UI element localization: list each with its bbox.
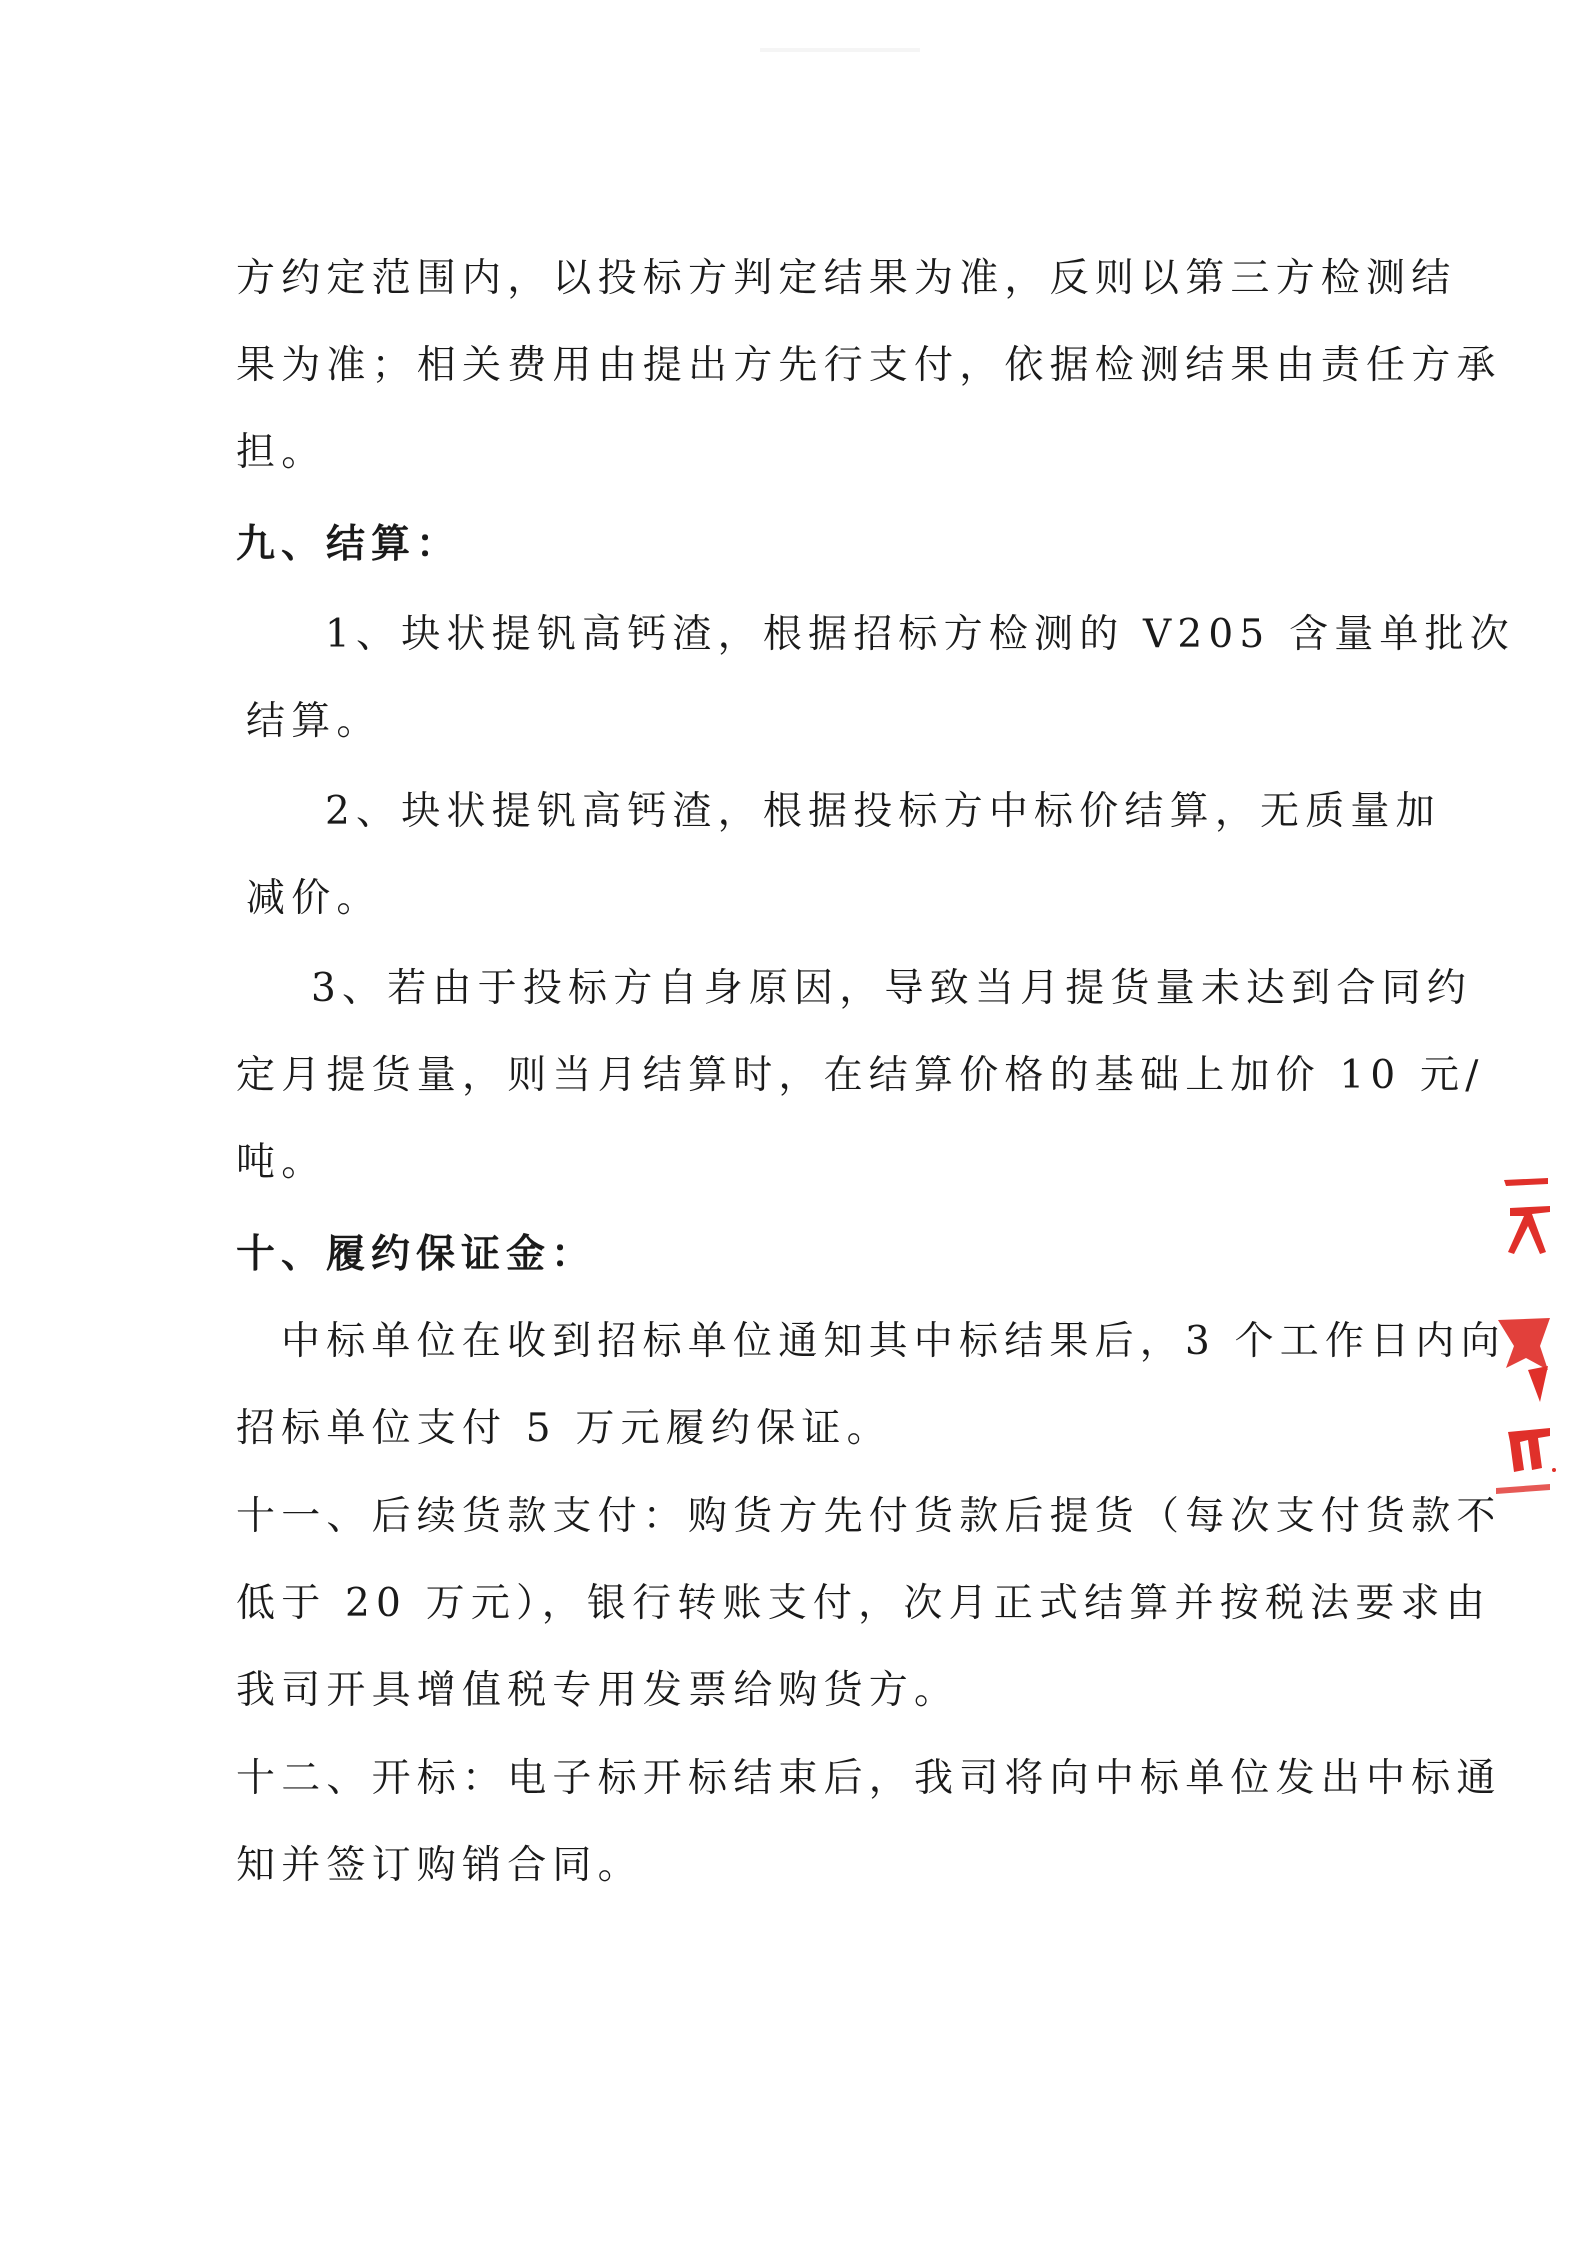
settlement-item-2-line-1: 2、块状提钒高钙渣，根据投标方中标价结算，无质量加 — [325, 789, 1441, 834]
settlement-item-1-line-1: 1、块状提钒高钙渣，根据招标方检测的 V205 含量单批次 — [325, 612, 1516, 657]
paragraph-line-3: 担。 — [236, 430, 327, 475]
paragraph-line-1: 方约定范围内，以投标方判定结果为准，反则以第三方检测结 — [236, 256, 1457, 301]
company-seal-fragment — [1488, 1170, 1558, 1530]
settlement-item-3-line-1: 3、若由于投标方自身原因，导致当月提货量未达到合同约 — [311, 966, 1473, 1011]
scan-artifact — [760, 48, 920, 52]
settlement-item-2-line-2: 减价。 — [246, 876, 382, 921]
payment-line-1: 十一、后续货款支付：购货方先付货款后提货（每次支付货款不 — [236, 1494, 1502, 1539]
bid-opening-line-2: 知并签订购销合同。 — [236, 1843, 643, 1888]
bid-opening-line-1: 十二、开标：电子标开标结束后，我司将向中标单位发出中标通 — [236, 1756, 1502, 1801]
paragraph-line-2: 果为准；相关费用由提出方先行支付，依据检测结果由责任方承 — [236, 343, 1502, 388]
payment-line-2: 低于 20 万元），银行转账支付，次月正式结算并按税法要求由 — [236, 1581, 1491, 1626]
section-heading-settlement: 九、结算： — [236, 521, 462, 567]
settlement-item-1-line-2: 结算。 — [246, 699, 382, 744]
bond-line-2: 招标单位支付 5 万元履约保证。 — [236, 1406, 892, 1451]
settlement-item-3-line-2: 定月提货量，则当月结算时，在结算价格的基础上加价 10 元/ — [236, 1053, 1485, 1098]
settlement-item-3-line-3: 吨。 — [236, 1140, 327, 1185]
bond-line-1: 中标单位在收到招标单位通知其中标结果后，3 个工作日内向 — [281, 1319, 1506, 1364]
section-heading-performance-bond: 十、履约保证金： — [236, 1231, 597, 1277]
payment-line-3: 我司开具增值税专用发票给购货方。 — [236, 1668, 960, 1713]
